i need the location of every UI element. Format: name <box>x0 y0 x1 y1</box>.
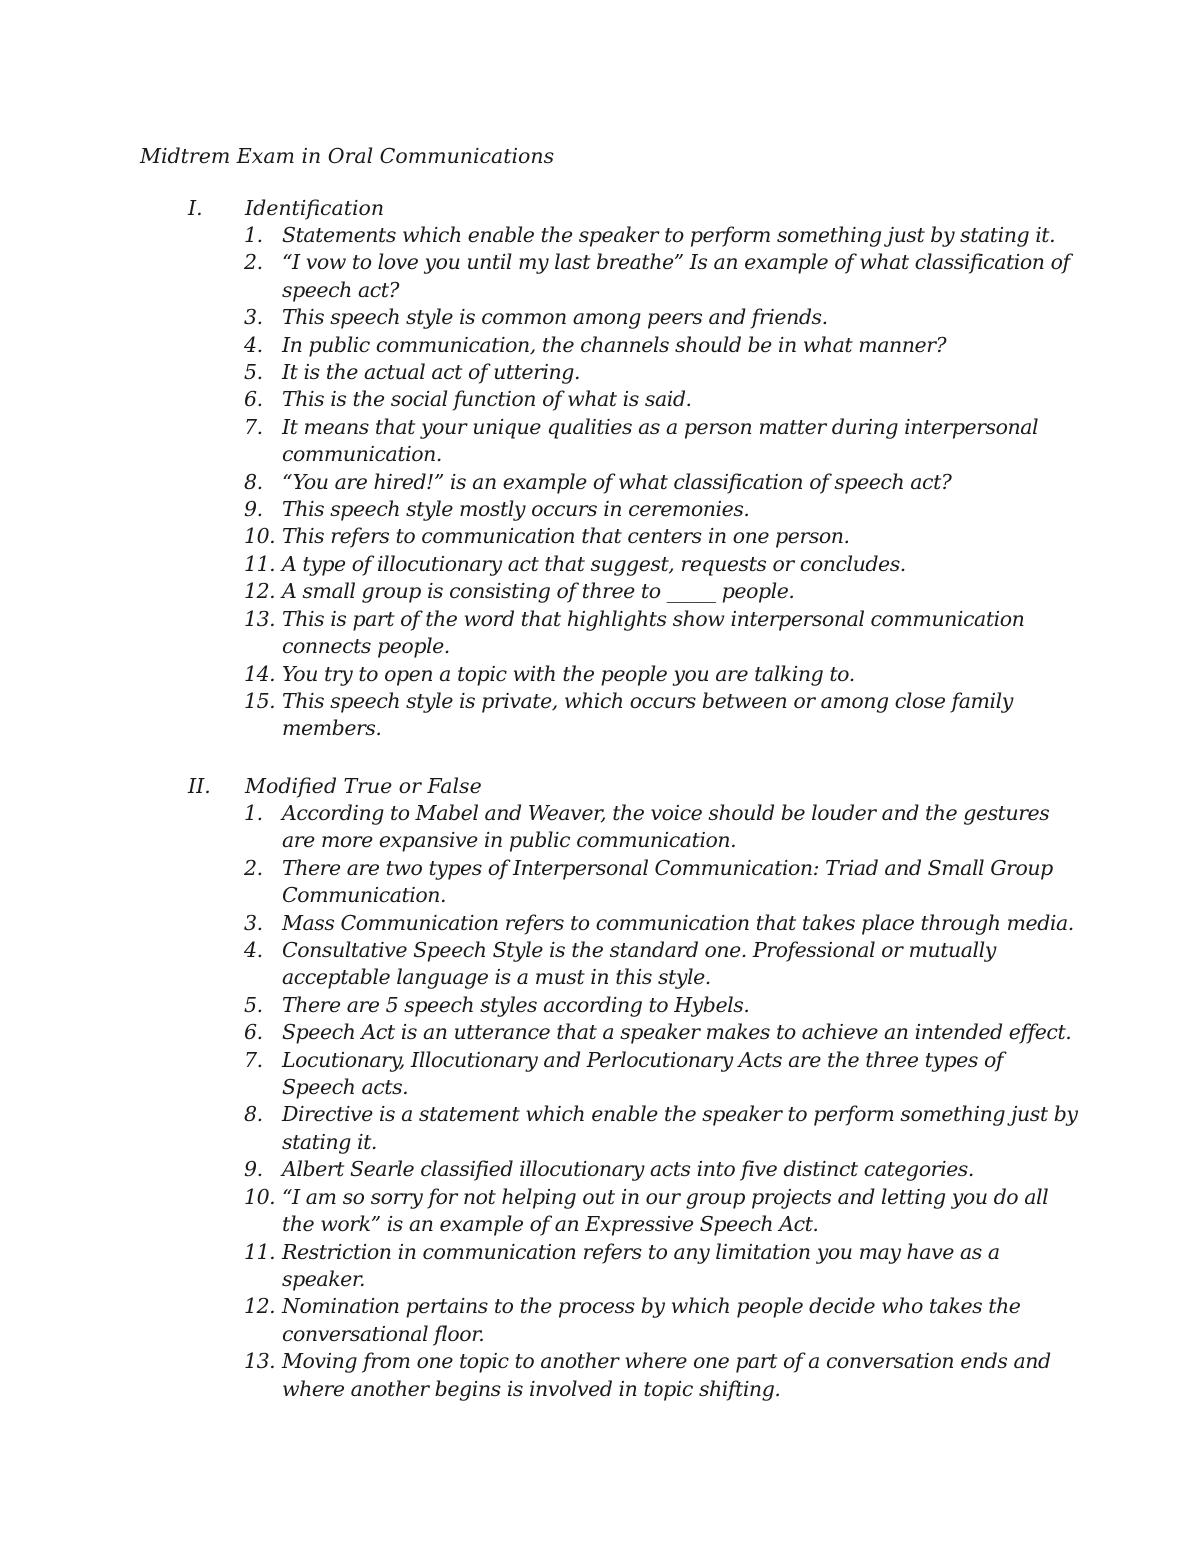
question-number: 10. <box>244 1184 276 1209</box>
question-number: 8. <box>244 469 263 494</box>
question-item <box>0 1101 1200 1156</box>
question-text: There are 5 speech styles according to Hybels. <box>282 992 750 1017</box>
section-heading <box>0 194 1200 222</box>
question-number: 13. <box>244 606 276 631</box>
section-number: I. <box>188 196 203 220</box>
question-text: Speech Act is an utterance that a speaker makes to achieve an intended effect. <box>282 1020 1072 1045</box>
question-number: 10. <box>244 524 276 549</box>
question-text: In public communication, the channels should be in what manner? <box>282 332 947 357</box>
question-number: 8. <box>244 1102 263 1127</box>
question-item <box>0 469 1200 496</box>
question-item <box>0 414 1200 469</box>
question-text: Directive is a statement which enable the speaker to perform something just by stating it. <box>282 1102 1078 1154</box>
question-number: 11. <box>244 551 276 576</box>
question-text: This speech style mostly occurs in ceremonies. <box>282 497 750 522</box>
question-item <box>0 1293 1200 1348</box>
question-number: 6. <box>244 387 263 412</box>
question-number: 3. <box>244 305 263 330</box>
question-list <box>0 222 1200 743</box>
question-number: 4. <box>244 938 263 963</box>
question-text: Nomination pertains to the process by which people decide who takes the conversational floor. <box>282 1294 1021 1346</box>
question-item <box>0 551 1200 578</box>
question-number: 14. <box>244 661 276 686</box>
question-number: 1. <box>244 223 263 247</box>
question-text: You try to open a topic with the people you are talking to. <box>282 661 855 686</box>
question-item <box>0 800 1200 855</box>
section-identification <box>0 194 1200 743</box>
section-number: II. <box>188 774 211 798</box>
question-item <box>0 688 1200 743</box>
question-text: This is the social function of what is said. <box>282 387 692 412</box>
question-item <box>0 606 1200 661</box>
question-text: This refers to communication that centers in one person. <box>282 524 850 549</box>
question-number: 9. <box>244 1157 263 1182</box>
question-text: There are two types of Interpersonal Communication: Triad and Small Group Communication. <box>282 855 1053 908</box>
question-text: This is part of the word that highlights show interpersonal communication connects people. <box>282 606 1025 659</box>
question-text: Statements which enable the speaker to perform something just by stating it. <box>282 223 1056 247</box>
question-number: 5. <box>244 992 263 1017</box>
document-title: Midtrem Exam in Oral Communications <box>140 144 555 168</box>
question-number: 3. <box>244 910 263 935</box>
question-text: Moving from one topic to another where one part of a conversation ends and where another begins is involved in topic shifting. <box>282 1349 1051 1401</box>
question-item <box>0 937 1200 992</box>
question-number: 11. <box>244 1239 276 1264</box>
question-number: 7. <box>244 1047 263 1072</box>
section-title: Identification <box>245 196 385 220</box>
question-text: According to Mabel and Weaver, the voice should be louder and the gestures are more expansive in public communication. <box>282 801 1050 853</box>
question-number: 1. <box>244 801 263 825</box>
question-list <box>0 800 1200 1403</box>
question-item <box>0 910 1200 937</box>
question-text: “You are hired!” is an example of what classification of speech act? <box>282 469 952 494</box>
section-heading <box>0 772 1200 800</box>
question-number: 9. <box>244 497 263 522</box>
question-text: Consultative Speech Style is the standard one. Professional or mutually acceptable language is a must in this style. <box>282 938 996 990</box>
question-number: 2. <box>244 855 263 880</box>
question-text: A small group is consisting of three to _____ people. <box>282 579 795 604</box>
question-number: 12. <box>244 579 276 604</box>
question-number: 6. <box>244 1020 263 1045</box>
question-item <box>0 496 1200 523</box>
question-item <box>0 992 1200 1019</box>
question-item <box>0 249 1200 304</box>
question-text: Mass Communication refers to communication that takes place through media. <box>282 910 1074 935</box>
question-text: This speech style is common among peers and friends. <box>282 305 828 330</box>
question-item <box>0 661 1200 688</box>
question-text: A type of illocutionary act that suggest, requests or concludes. <box>282 551 906 576</box>
question-number: 13. <box>244 1349 276 1374</box>
question-item <box>0 1156 1200 1183</box>
question-number: 4. <box>244 332 263 357</box>
question-text: It means that your unique qualities as a person matter during interpersonal communication. <box>282 414 1039 467</box>
question-text: Albert Searle classified illocutionary acts into five distinct categories. <box>282 1157 974 1182</box>
question-item <box>0 523 1200 550</box>
question-item <box>0 1239 1200 1294</box>
question-number: 2. <box>244 250 263 275</box>
section-modified-true-or-false <box>0 772 1200 1403</box>
question-item <box>0 222 1200 249</box>
question-item <box>0 1047 1200 1102</box>
question-text: Restriction in communication refers to any limitation you may have as a speaker. <box>282 1239 1000 1291</box>
question-item <box>0 359 1200 386</box>
question-item <box>0 855 1200 910</box>
question-item <box>0 332 1200 359</box>
question-item <box>0 1184 1200 1239</box>
question-number: 12. <box>244 1294 276 1319</box>
question-item <box>0 304 1200 331</box>
question-text: “I vow to love you until my last breathe” Is an example of what classification of speech act? <box>282 250 1070 302</box>
question-text: It is the actual act of uttering. <box>282 360 581 385</box>
question-item <box>0 1019 1200 1046</box>
question-item <box>0 1348 1200 1403</box>
question-number: 5. <box>244 360 263 385</box>
question-number: 7. <box>244 414 263 439</box>
question-item <box>0 578 1200 605</box>
question-text: “I am so sorry for not helping out in our group projects and letting you do all the work” is an example of an Expressive Speech Act. <box>282 1184 1049 1237</box>
question-item <box>0 386 1200 413</box>
question-text: Locutionary, Illocutionary and Perlocutionary Acts are the three types of Speech acts. <box>282 1047 1004 1100</box>
section-title: Modified True or False <box>245 774 482 798</box>
question-text: This speech style is private, which occurs between or among close family members. <box>282 688 1013 741</box>
question-number: 15. <box>244 688 276 713</box>
